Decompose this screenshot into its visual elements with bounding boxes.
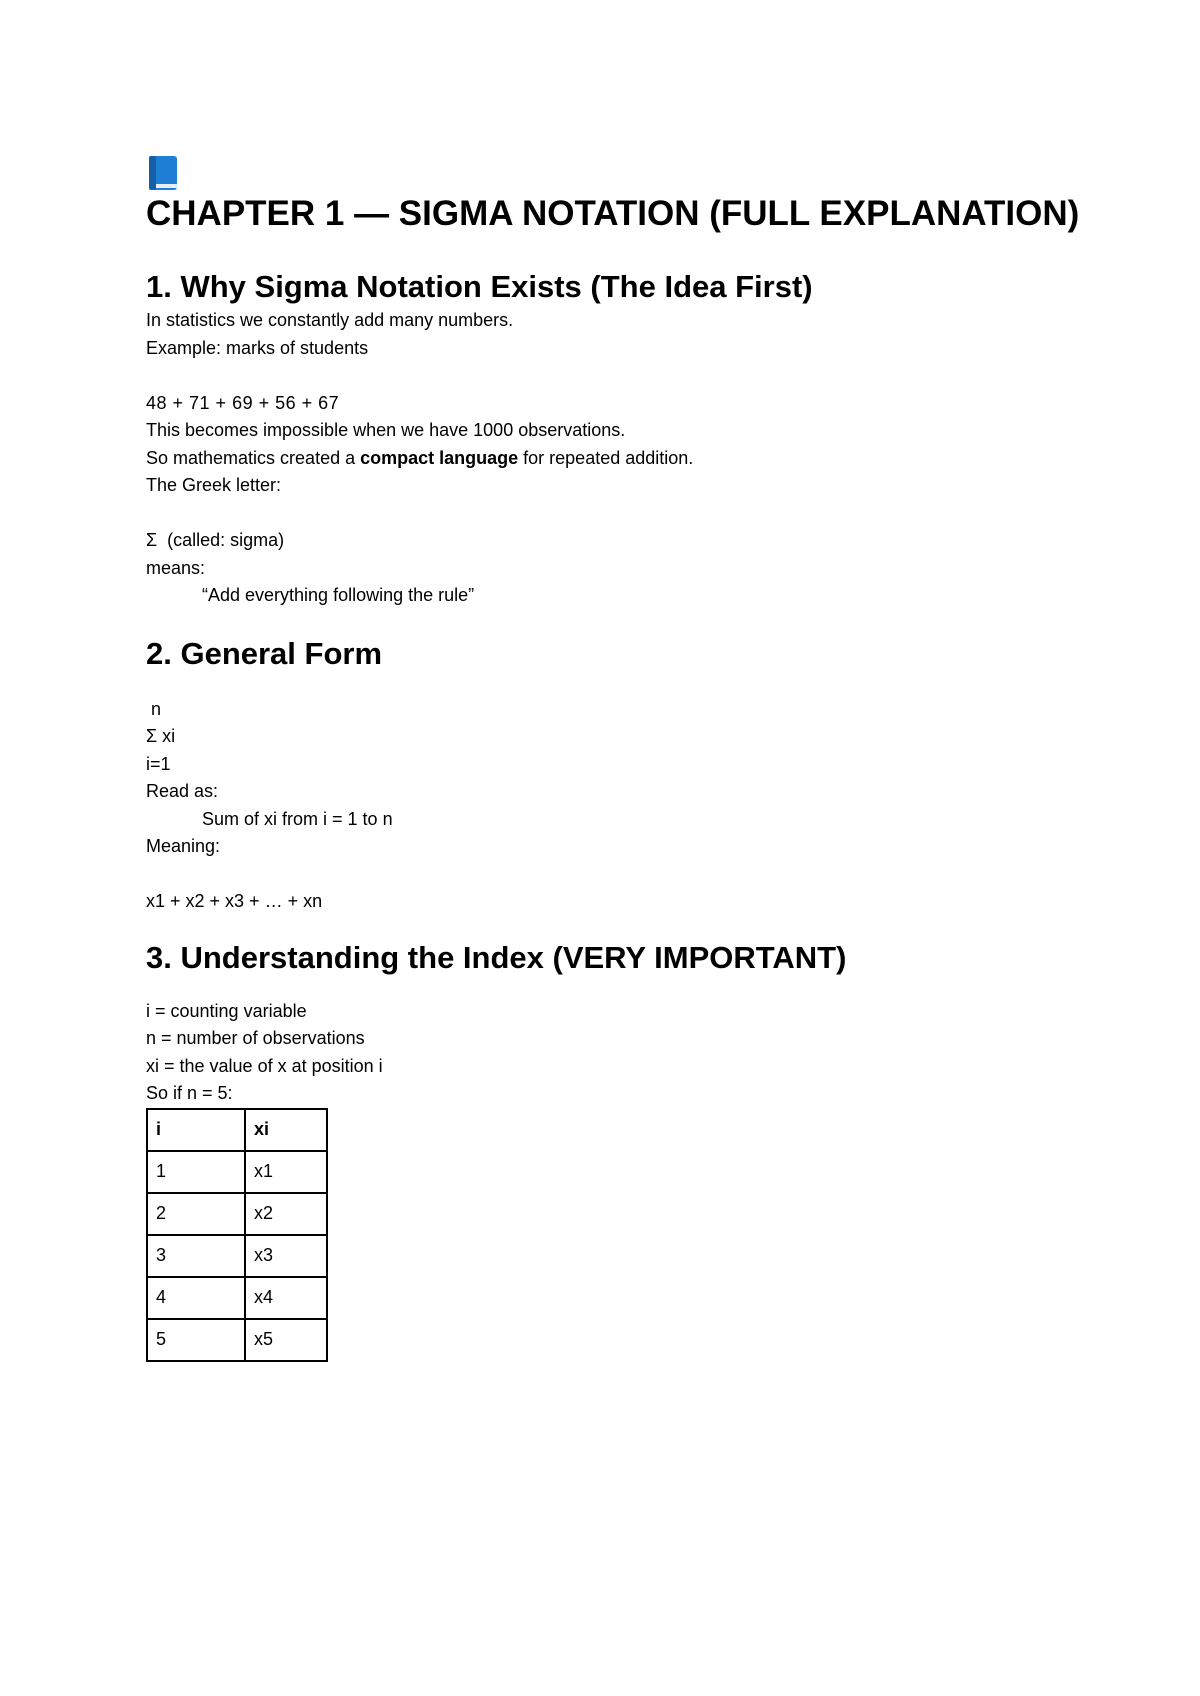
read-as-label: Read as: (146, 781, 219, 801)
section-1-heading: 1. Why Sigma Notation Exists (The Idea First) (146, 269, 813, 304)
meaning-label: Meaning: (146, 836, 221, 856)
sigma-upper-limit: n (146, 698, 162, 719)
table-row (147, 1193, 327, 1235)
table-row (147, 1319, 327, 1361)
read-as-text: Sum of xi from i = 1 to n (202, 808, 393, 829)
table-row (147, 1151, 327, 1193)
compact-language-bold: compact language (360, 447, 519, 468)
table-cell-i: 1 (147, 1151, 245, 1193)
chapter-title-text: CHAPTER 1 — SIGMA NOTATION (FULL EXPLANATION) (146, 194, 1080, 233)
definition-n: n = number of observations (146, 1028, 365, 1048)
table-cell-i: 5 (147, 1319, 245, 1361)
book-icon (146, 154, 179, 192)
chapter-title (146, 150, 1106, 239)
section-1-paragraph-1: In statistics we constantly add many numbers. (146, 310, 514, 330)
section-1-paragraph-5: The Greek letter: (146, 475, 282, 495)
table-row (147, 1277, 327, 1319)
sigma-called-line: Σ (called: sigma) (146, 530, 285, 550)
table-header-xi: xi (245, 1109, 327, 1151)
sigma-lower-limit: i=1 (146, 753, 171, 774)
section-2-heading: 2. General Form (146, 635, 383, 671)
section-1-paragraph-3: This becomes impossible when we have 1000 observations. (146, 420, 626, 440)
table-cell-i: 4 (147, 1277, 245, 1319)
section-3-heading: 3. Understanding the Index (VERY IMPORTANT) (146, 939, 847, 975)
table-cell-i: 2 (147, 1193, 245, 1235)
index-table (146, 1108, 328, 1362)
table-cell-xi: x1 (245, 1151, 327, 1193)
means-label: means: (146, 557, 206, 578)
so-if-n-5: So if n = 5: (146, 1083, 233, 1103)
example-sum: 48 + 71 + 69 + 56 + 67 (146, 392, 340, 413)
section-1-paragraph-2: Example: marks of students (146, 337, 369, 358)
definition-xi: xi = the value of x at position i (146, 1055, 383, 1076)
table-cell-xi: x3 (245, 1235, 327, 1277)
sigma-expansion: x1 + x2 + x3 + … + xn (146, 891, 323, 911)
table-cell-xi: x2 (245, 1193, 327, 1235)
section-1-paragraph-4: So mathematics created a compact language for repeated addition. (146, 447, 694, 468)
sigma-quote: “Add everything following the rule” (202, 585, 475, 605)
table-header-row (147, 1109, 327, 1151)
table-row (147, 1235, 327, 1277)
table-cell-xi: x4 (245, 1277, 327, 1319)
table-cell-xi: x5 (245, 1319, 327, 1361)
definition-i: i = counting variable (146, 1000, 307, 1021)
document-page (146, 150, 1106, 1362)
table-cell-i: 3 (147, 1235, 245, 1277)
sigma-expression: Σ xi (146, 726, 176, 746)
table-header-i: i (147, 1109, 245, 1151)
